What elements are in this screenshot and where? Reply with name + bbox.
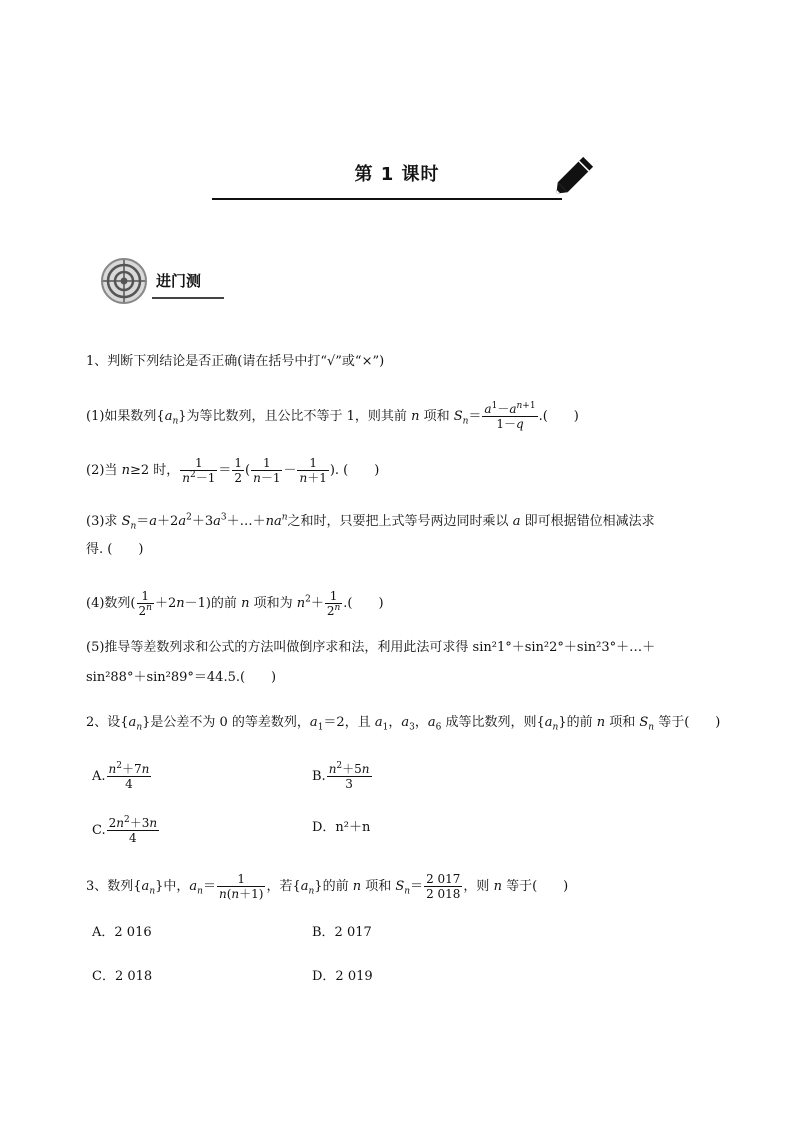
q3-stem: 3、数列$\{a_n\}$中，$a_n=$ $\frac{1}{n(n+1)}$ ，若$\{a_n\}$的前 n 项和 $S_n=$ $\frac{2 017}{2 018}$ ，则 n 等于( ): [86, 872, 569, 901]
q3-option-b[interactable]: B．2 017: [312, 925, 372, 940]
q1-item-3-line1: (3)求 $S_n=a+2a^2+3a^3+\dots+na^n$之和时，只要把上式等号两边同时乘以 a 即可根据错位相减法求: [86, 512, 655, 532]
target-icon: [100, 257, 148, 305]
pencil-icon: [548, 150, 600, 202]
q3-option-a[interactable]: A．2 016: [92, 925, 152, 940]
page-title: 第 1 课时: [354, 164, 440, 185]
q1-item-3-line2: 得. ( ): [86, 542, 144, 557]
fraction: $\frac{a^1-a^{n+1}}{1-q}$: [484, 401, 536, 431]
q3-option-c[interactable]: C．2 018: [92, 969, 153, 984]
section-title: 进门测: [156, 272, 202, 290]
q1-item-4: (4)数列( $\frac{1}{2^n}$ ＋2n－1)的前 n 项和为 $n^2+$ $\frac{1}{2^n}$ .( ): [86, 589, 384, 618]
q1-item-5-line2: sin²88°＋sin²89°＝44.5.( ): [86, 670, 277, 685]
q1-stem: 1、判断下列结论是否正确(请在括号中打“√”或“×”): [86, 354, 385, 369]
q3-option-d[interactable]: D．2 019: [312, 969, 373, 984]
q1-item-2: (2)当 n≥2 时， $\frac{1}{n^2-1}$ ＝ $\frac{1}{2}$ ( $\frac{1}{n-1}$ － $\frac{1}{n+1}$ ). ( ): [86, 456, 380, 485]
title-underline: [212, 198, 562, 200]
section-underline: [152, 297, 224, 299]
q2-option-c[interactable]: C. $\frac{2n^2+3n}{4}$: [92, 815, 158, 845]
q2-option-b[interactable]: B. $\frac{n^2+5n}{3}$: [312, 761, 370, 791]
q1-item-5-line1: (5)推导等差数列求和公式的方法叫做倒序求和法，利用此法可求得 sin²1°＋sin²2°＋sin²3°＋…＋: [86, 640, 656, 655]
q2-option-a[interactable]: A. $\frac{n^2+7n}{4}$: [92, 761, 150, 791]
q1-item-1: (1)如果数列$\{a_n\}$为等比数列，且公比不等于 1，则其前 n 项和 $S_n=$ $\frac{a^1-a^{n+1}}{1-q}$ .( ): [86, 401, 579, 431]
q2-stem: 2、设$\{a_n\}$是公差不为 0 的等差数列，$a_1=2$，且 $a_1$，$a_3$，$a_6$ 成等比数列，则$\{a_n\}$的前 n 项和 $S_n$ 等于( ): [86, 715, 721, 733]
q2-option-d[interactable]: D．n²＋n: [312, 820, 371, 835]
